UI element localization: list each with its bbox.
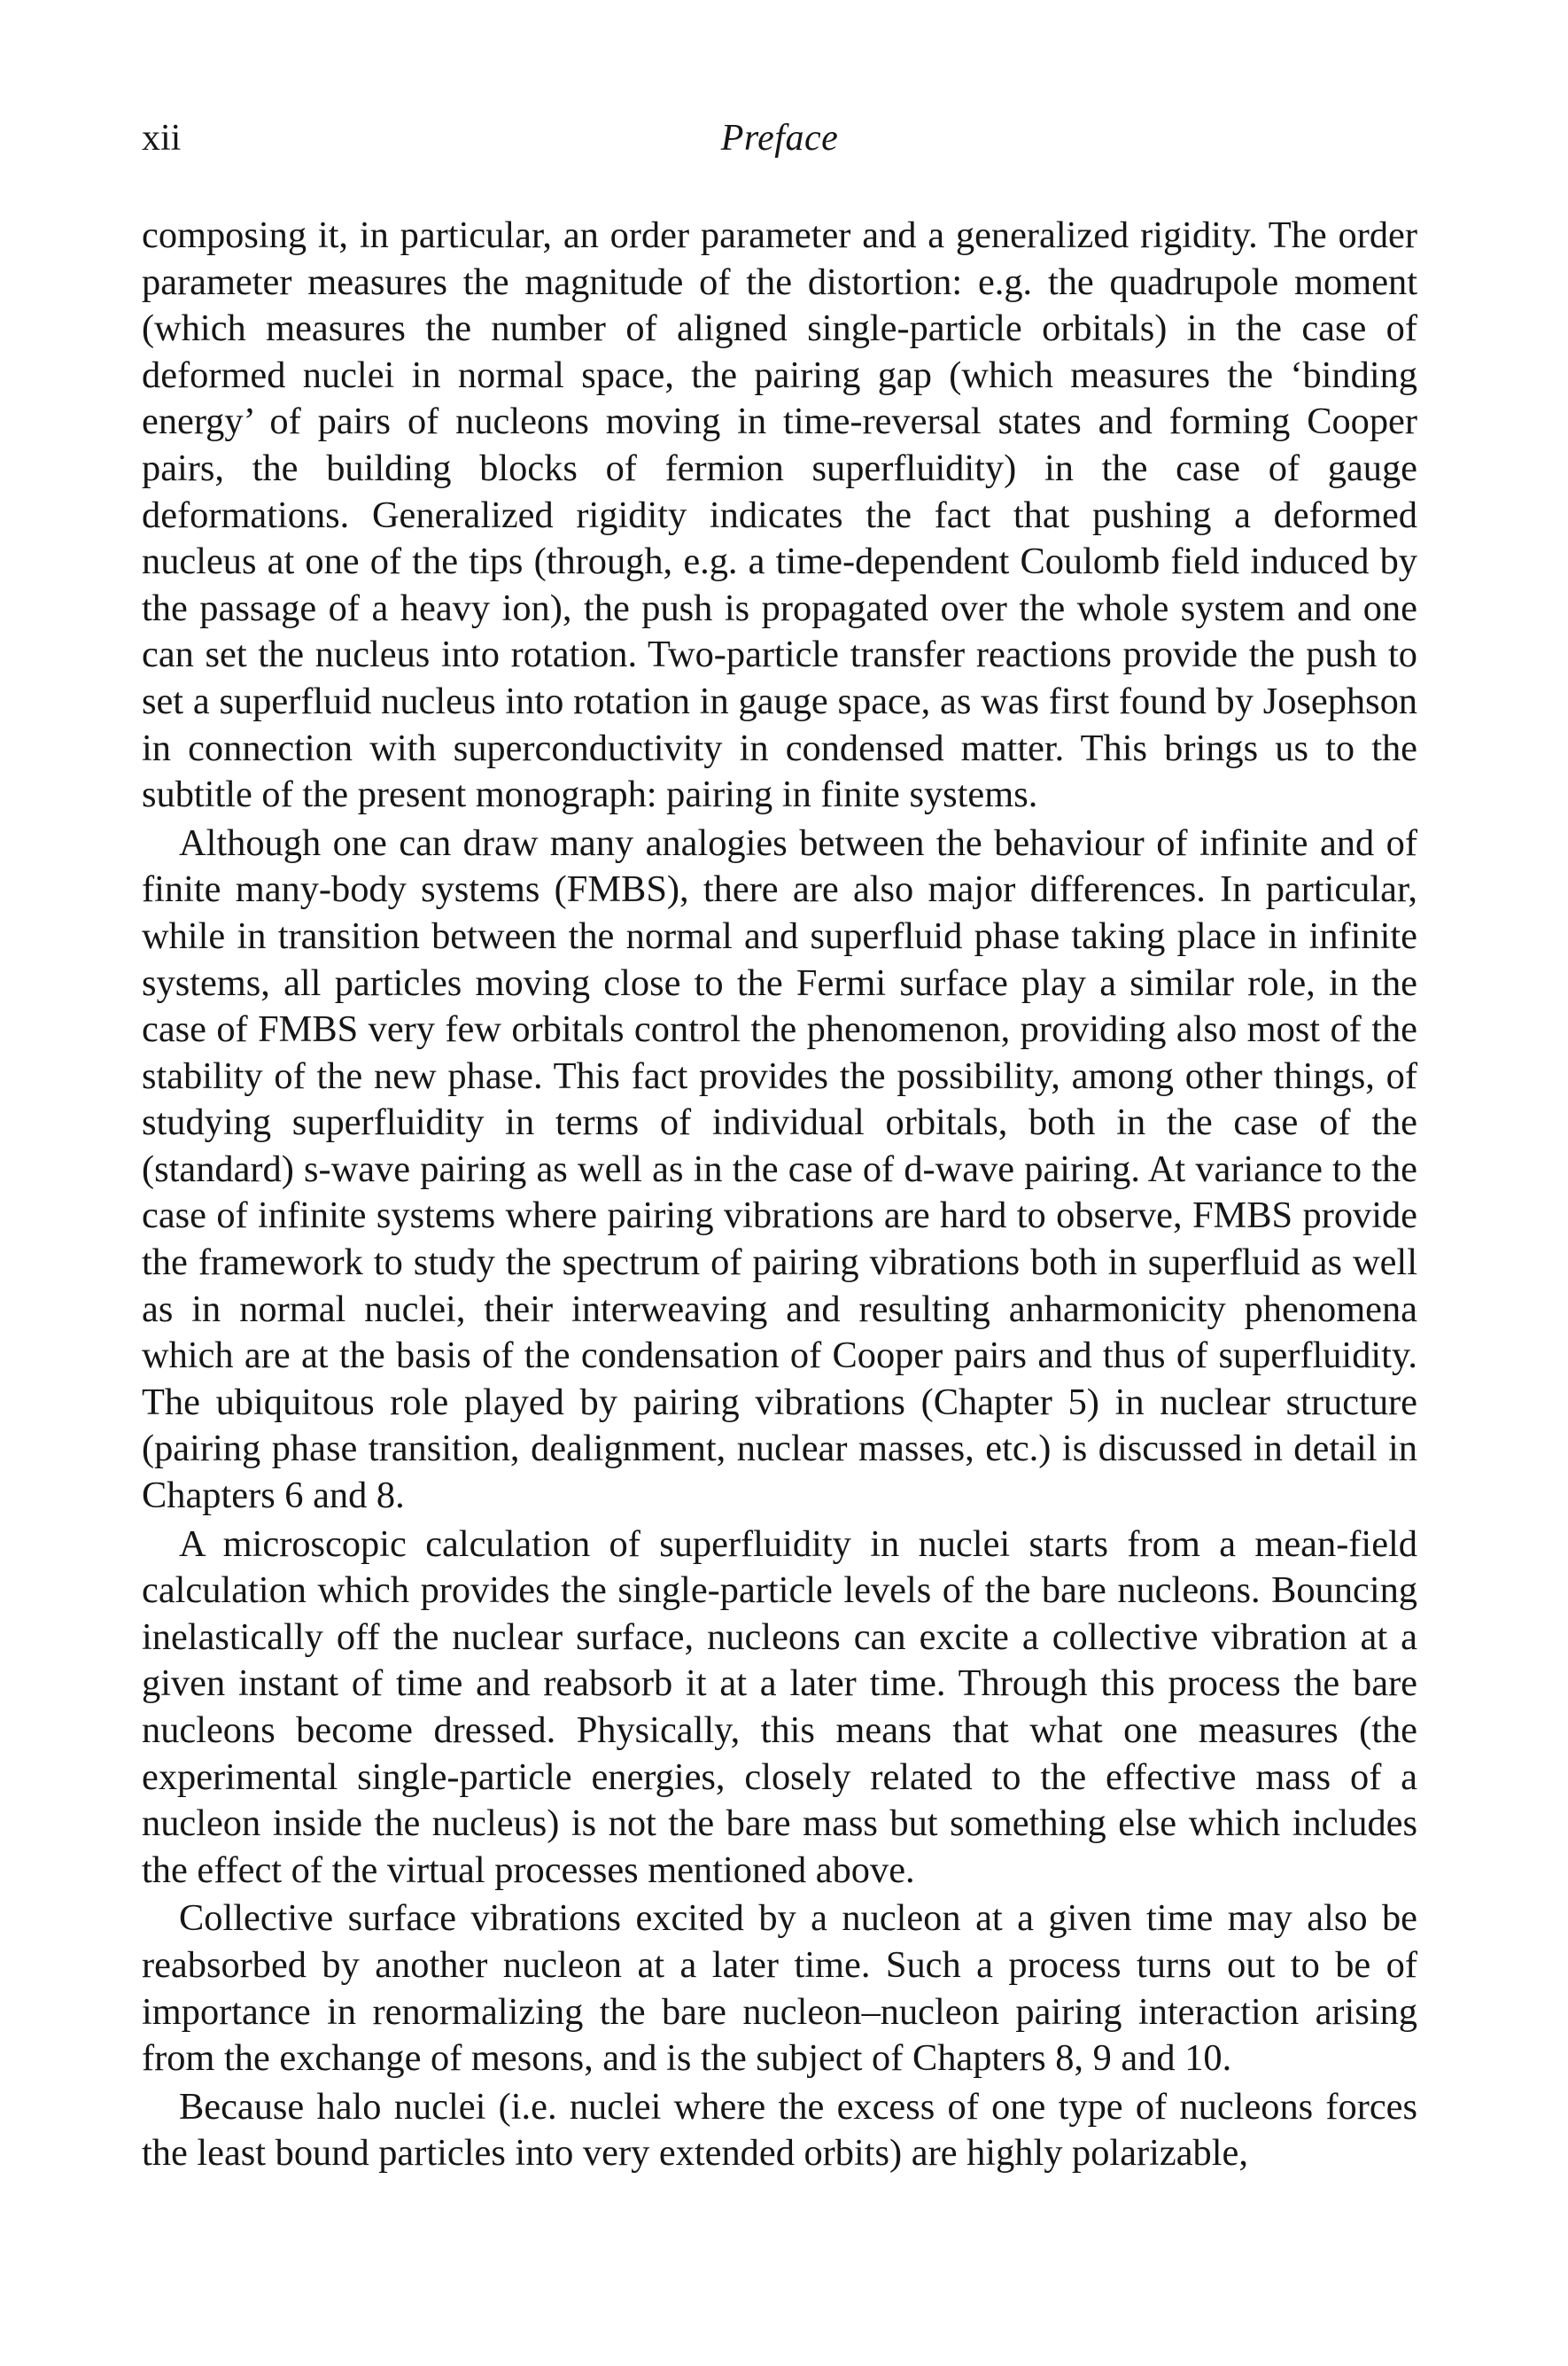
paragraph-halo-nuclei: Because halo nuclei (i.e. nuclei where the excess of one type of nucleons forces the least bound particles into very extended orbits) are highly polarizable, — [142, 2085, 1417, 2175]
page-number: xii — [142, 118, 182, 159]
paragraph-microscopic-calculation: A microscopic calculation of superfluidity in nuclei starts from a mean-field calculation which provides the single-particle levels of the bare nucleons. Bouncing inelastically off the nuclear surface, nucleons can excite a collective vibration at a given instant of time and reabsorb it at a later time. Through this process the bare nucleons become dressed. Physically, this means that what one measures (the experimental single-particle energies, closely related to the effective mass of a nucleon inside the nucleus) is not the bare mass but something else which includes the effect of the virtual processes mentioned above. — [142, 1522, 1417, 1891]
running-head — [142, 113, 1417, 163]
paragraph-fmbs-differences: Although one can draw many analogies between the behaviour of infinite and of finite many-body systems (FMBS), there are also major differences. In particular, while in transition between the normal and superfluid phase taking place in infinite systems, all particles moving close to the Fermi surface play a similar role, in the case of FMBS very few orbitals control the phenomenon, providing also most of the stability of the new phase. This fact provides the possibility, among other things, of studying superfluidity in terms of individual orbitals, both in the case of the (standard) s-wave pairing as well as in the case of d-wave pairing. At variance to the case of infinite systems where pairing vibrations are hard to observe, FMBS provide the framework to study the spectrum of pairing vibrations both in superfluid as well as in normal nuclei, their interweaving and resulting anharmonicity phenomena which are at the basis of the condensation of Cooper pairs and thus of superfluidity. The ubiquitous role played by pairing vibrations (Chapter 5) in nuclear structure (pairing phase transition, dealignment, nuclear masses, etc.) is discussed in detail in Chapters 6 and 8. — [142, 821, 1417, 1517]
running-title: Preface — [720, 118, 839, 159]
paragraph-surface-vibrations: Collective surface vibrations excited by a nucleon at a given time may also be reabsorbed by another nucleon at a later time. Such a process turns out to be of importance in renormalizing the bare nucleon–nucleon pairing interaction arising from the exchange of mesons, and is the subject of Chapters 8, 9 and 10. — [142, 1897, 1417, 2080]
body-text — [142, 213, 1417, 2177]
paragraph-continued: composing it, in particular, an order parameter and a generalized rigidity. The order parameter measures the magnitude of the distortion: e.g. the quadrupole moment (which measures the number of aligned single-particle orbitals) in the case of deformed nuclei in normal space, the pairing gap (which measures the ‘binding energy’ of pairs of nucleons moving in time-reversal states and forming Cooper pairs, the building blocks of fermion superfluidity) in the case of gauge deformations. Generalized rigidity indicates the fact that pushing a deformed nucleus at one of the tips (through, e.g. a time-dependent Coulomb field induced by the passage of a heavy ion), the push is propagated over the whole system and one can set the nucleus into rotation. Two-particle transfer reactions provide the push to set a superfluid nucleus into rotation in gauge space, as was first found by Josephson in connection with superconductivity in condensed matter. This brings us to the subtitle of the present monograph: pairing in finite systems. — [142, 214, 1417, 816]
